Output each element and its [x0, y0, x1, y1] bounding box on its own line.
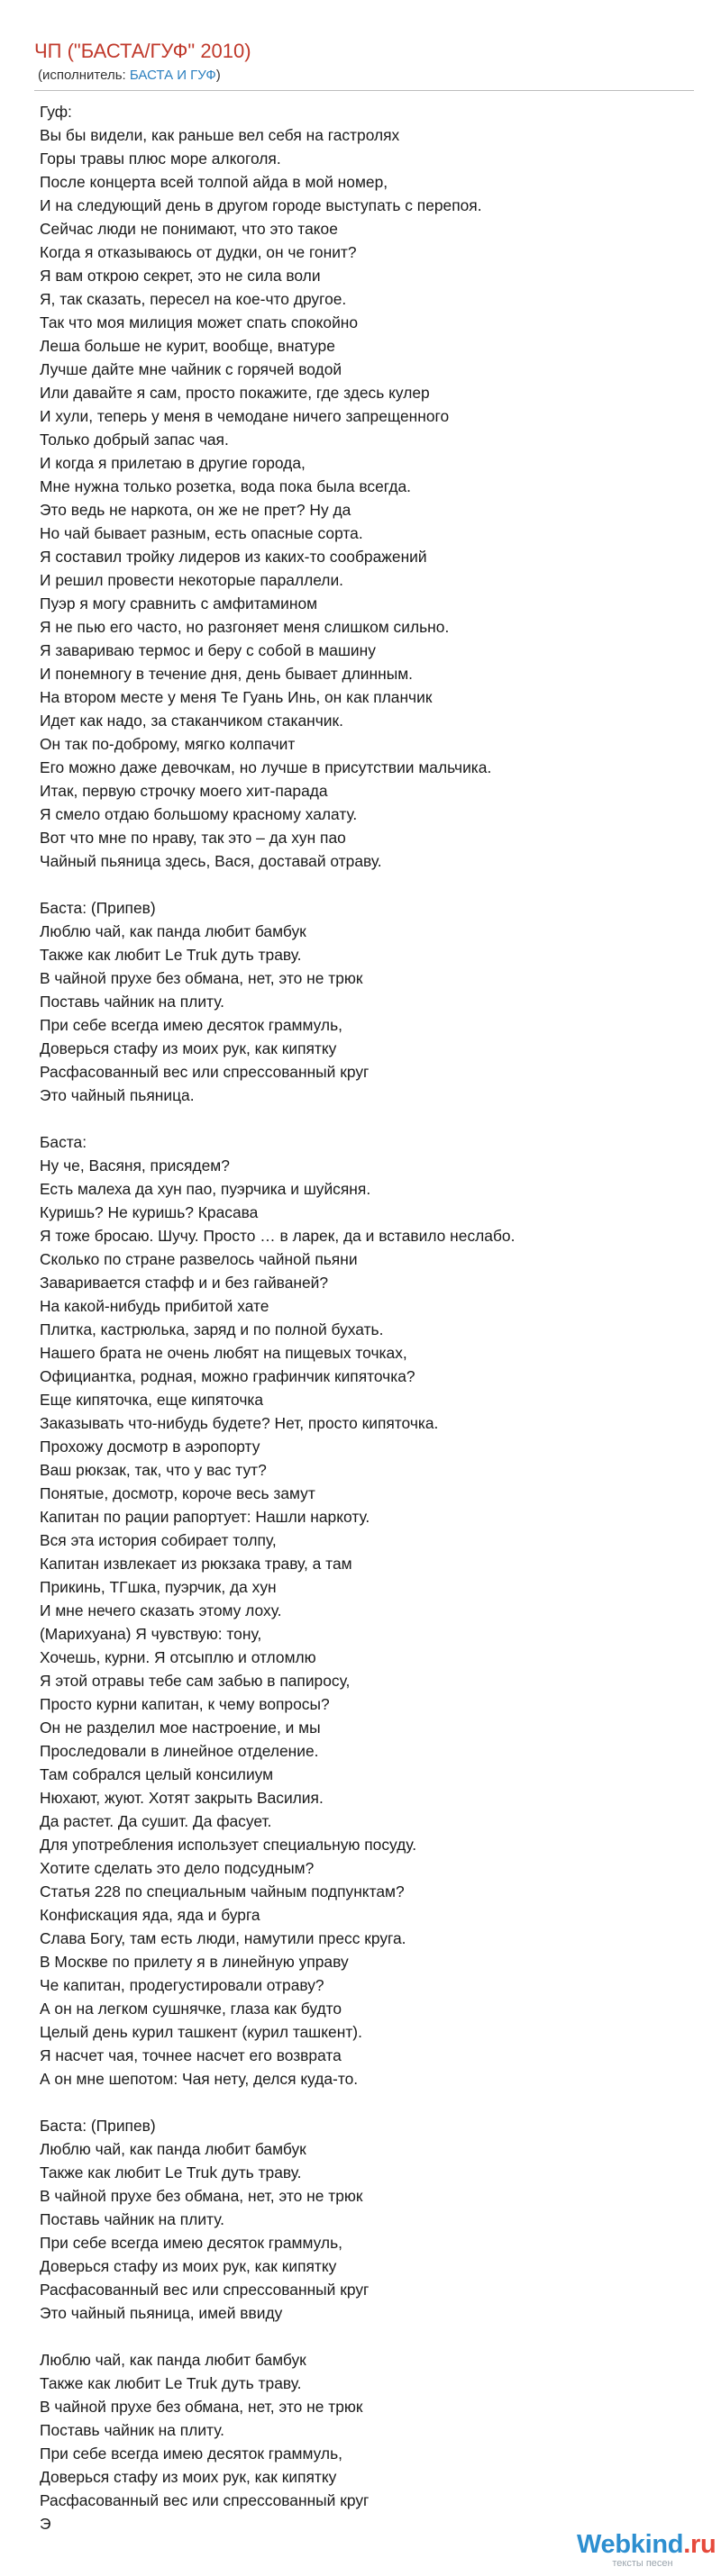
lyric-line: Баста: [40, 1133, 87, 1151]
lyric-line: И когда я прилетаю в другие города, [40, 454, 306, 472]
lyric-line: Или давайте я сам, просто покажите, где здесь кулер [40, 384, 430, 402]
lyric-line: Но чай бывает разным, есть опасные сорта. [40, 524, 363, 542]
lyric-line: Да растет. Да сушит. Да фасует. [40, 1812, 272, 1830]
lyric-line: Так что моя милиция может спать спокойно [40, 313, 359, 331]
lyric-line: Слава Богу, там есть люди, намутили пресс круга. [40, 1929, 406, 1947]
artist-suffix: ) [215, 68, 221, 83]
lyric-line: На какой-нибудь прибитой хате [40, 1297, 269, 1315]
lyric-line: Я вам открою секрет, это не сила воли [40, 267, 321, 285]
lyric-line: Только добрый запас чая. [40, 431, 229, 449]
lyric-line: Также как любит Le Truk дуть траву. [40, 946, 302, 964]
lyric-line: Проследовали в линейное отделение. [40, 1742, 319, 1760]
lyric-line: Че капитан, продегустировали отраву? [40, 1976, 324, 1994]
stanza-gap [40, 2325, 694, 2348]
lyric-line: Поставь чайник на плиту. [40, 2210, 224, 2228]
lyric-line: Лучше дайте мне чайник с горячей водой [40, 360, 342, 378]
lyric-line: Гуф: [40, 103, 72, 121]
lyric-line: Капитан по рации рапортует: Нашли наркоту. [40, 1508, 370, 1526]
lyric-line: Люблю чай, как панда любит бамбук [40, 2351, 306, 2369]
lyric-line: При себе всегда имею десяток граммуль, [40, 1016, 342, 1034]
lyric-line: Идет как надо, за стаканчиком стаканчик. [40, 712, 343, 730]
lyric-line: Он так по-доброму, мягко колпачит [40, 735, 296, 753]
lyric-line: При себе всегда имею десяток граммуль, [40, 2444, 342, 2463]
lyric-line: На втором месте у меня Те Гуань Инь, он как планчик [40, 688, 433, 706]
stanza-gap [40, 1107, 694, 1130]
lyric-line: Также как любит Le Truk дуть траву. [40, 2163, 302, 2181]
lyric-line: Расфасованный вес или спрессованный круг [40, 2491, 370, 2509]
lyric-line: Я смело отдаю большому красному халату. [40, 805, 358, 823]
lyric-line: Капитан извлекает из рюкзака траву, а там [40, 1555, 352, 1573]
lyric-line: Прикинь, ТГшка, пуэрчик, да хун [40, 1578, 277, 1596]
watermark-tagline: тексты песен [612, 2558, 673, 2569]
lyric-line: Я не пью его часто, но разгоняет меня слишком сильно. [40, 618, 450, 636]
lyric-line: Доверься стафу из моих рук, как кипятку [40, 1039, 337, 1057]
lyric-line: Прохожу досмотр в аэропорту [40, 1438, 260, 1456]
lyric-line: Поставь чайник на плиту. [40, 993, 224, 1011]
lyric-line: Это ведь не наркота, он же не прет? Ну да [40, 501, 351, 519]
lyric-line: Ну че, Васяня, присядем? [40, 1156, 230, 1175]
lyric-line: Леша больше не курит, вообще, внатуре [40, 337, 335, 355]
lyric-line: Хотите сделать это дело подсудным? [40, 1859, 315, 1877]
lyric-line: Люблю чай, как панда любит бамбук [40, 2140, 306, 2158]
lyric-line: И на следующий день в другом городе выступать с перепоя. [40, 196, 482, 214]
lyric-line: Сколько по стране развелось чайной пьяни [40, 1250, 358, 1268]
lyric-line: В чайной прухе без обмана, нет, это не трюк [40, 2398, 363, 2416]
lyric-line: Также как любит Le Truk дуть траву. [40, 2374, 302, 2392]
lyric-line: Я завариваю термос и беру с собой в машину [40, 641, 376, 659]
lyric-line: Чайный пьяница здесь, Вася, доставай отраву. [40, 852, 382, 870]
lyric-line: Поставь чайник на плиту. [40, 2421, 224, 2439]
lyric-line: Еще кипяточка, еще кипяточка [40, 1391, 264, 1409]
lyric-line: Заказывать что-нибудь будете? Нет, просто кипяточка. [40, 1414, 439, 1432]
lyric-line: Я, так сказать, пересел на кое-что другое. [40, 290, 347, 308]
lyric-line: Это чайный пьяница. [40, 1086, 195, 1104]
lyric-line: И понемногу в течение дня, день бывает длинным. [40, 665, 414, 683]
lyric-line: Я этой отравы тебе сам забью в папиросу, [40, 1672, 351, 1690]
lyric-line: Нюхают, жуют. Хотят закрыть Василия. [40, 1789, 324, 1807]
lyric-line: В Москве по прилету я в линейную управу [40, 1953, 349, 1971]
lyric-line: Плитка, кастрюлька, заряд и по полной бухать. [40, 1320, 384, 1338]
artist-prefix: (исполнитель: [38, 68, 130, 83]
song-title: ЧП ("БАСТА/ГУФ" 2010) [34, 40, 251, 62]
lyric-line: В чайной прухе без обмана, нет, это не трюк [40, 2187, 363, 2205]
lyric-line: Он не разделил мое настроение, и мы [40, 1719, 321, 1737]
lyric-line: Доверься стафу из моих рук, как кипятку [40, 2468, 337, 2486]
lyric-line: Это чайный пьяница, имей ввиду [40, 2304, 283, 2322]
lyric-line: Люблю чай, как панда любит бамбук [40, 922, 306, 940]
watermark-brand-name: Webkind [577, 2530, 684, 2559]
lyric-line: А он мне шепотом: Чая нету, делся куда-то. [40, 2070, 359, 2088]
title-divider [34, 90, 694, 91]
lyric-line: Понятые, досмотр, короче весь замут [40, 1484, 315, 1502]
lyric-line: Баста: (Припев) [40, 899, 156, 917]
watermark-brand-tld: .ru [683, 2530, 716, 2559]
lyric-line: Доверься стафу из моих рук, как кипятку [40, 2257, 337, 2275]
artist-link[interactable]: БАСТА И ГУФ [129, 68, 216, 83]
watermark-brand [577, 2529, 716, 2560]
lyric-line: В чайной прухе без обмана, нет, это не трюк [40, 969, 363, 987]
lyric-line: И решил провести некоторые параллели. [40, 571, 344, 589]
lyric-line: После концерта всей толпой айда в мой номер, [40, 173, 388, 191]
lyric-line: Расфасованный вес или спрессованный круг [40, 1063, 370, 1081]
lyric-line: Куришь? Не куришь? Красава [40, 1203, 259, 1221]
lyric-line: Там собрался целый консилиум [40, 1765, 274, 1783]
watermark-logo[interactable] [577, 2529, 716, 2569]
lyric-line: Мне нужна только розетка, вода пока была всегда. [40, 477, 412, 495]
lyric-line: Когда я отказываюсь от дудки, он че гонит? [40, 243, 357, 261]
lyric-line: Вот что мне по нраву, так это – да хун пао [40, 829, 346, 847]
lyric-line: Вся эта история собирает толпу, [40, 1531, 277, 1549]
lyric-line: Его можно даже девочкам, но лучше в присутствии мальчика. [40, 758, 492, 776]
lyric-line: Баста: (Припев) [40, 2117, 156, 2135]
lyric-line: Я тоже бросаю. Шучу. Просто … в ларек, да и вставило неслабо. [40, 1227, 516, 1245]
lyric-line: Ваш рюкзак, так, что у вас тут? [40, 1461, 267, 1479]
lyric-line: Э [40, 2515, 51, 2533]
lyric-line: (Марихуана) Я чувствую: тону, [40, 1625, 262, 1643]
lyric-line: Для употребления использует специальную посуду. [40, 1836, 417, 1854]
lyric-line: Нашего брата не очень любят на пищевых точках, [40, 1344, 407, 1362]
lyrics-text [40, 100, 694, 2535]
lyric-line: Расфасованный вес или спрессованный круг [40, 2281, 370, 2299]
lyric-line: Горы травы плюс море алкоголя. [40, 150, 281, 168]
lyric-line: Хочешь, курни. Я отсыплю и отломлю [40, 1648, 316, 1666]
stanza-gap [40, 2091, 694, 2114]
lyric-line: Есть малеха да хун пао, пуэрчика и шуйсяня. [40, 1180, 371, 1198]
lyric-line: Итак, первую строчку моего хит-парада [40, 782, 328, 800]
stanza-gap [40, 873, 694, 896]
lyric-line: Сейчас люди не понимают, что это такое [40, 220, 338, 238]
lyric-line: И мне нечего сказать этому лоху. [40, 1601, 282, 1619]
lyric-line: И хули, теперь у меня в чемодане ничего запрещенного [40, 407, 450, 425]
lyric-line: А он на легком сушнячке, глаза как будто [40, 2000, 342, 2018]
lyric-line: Заваривается стафф и и без гайваней? [40, 1274, 329, 1292]
lyric-line: Вы бы видели, как раньше вел себя на гастролях [40, 126, 400, 144]
lyric-line: Статья 228 по специальным чайным подпунктам? [40, 1882, 405, 1900]
lyric-line: Официантка, родная, можно графинчик кипяточка? [40, 1367, 415, 1385]
lyric-line: Пуэр я могу сравнить с амфитамином [40, 594, 318, 612]
lyric-line: Просто курни капитан, к чему вопросы? [40, 1695, 330, 1713]
artist-line [38, 67, 694, 85]
lyric-line: Я насчет чая, точнее насчет его возврата [40, 2046, 342, 2064]
lyric-line: Я составил тройку лидеров из каких-то соображений [40, 548, 427, 566]
lyric-line: При себе всегда имею десяток граммуль, [40, 2234, 342, 2252]
lyric-line: Целый день курил ташкент (курил ташкент). [40, 2023, 362, 2041]
lyric-line: Конфискация яда, яда и бурга [40, 1906, 260, 1924]
